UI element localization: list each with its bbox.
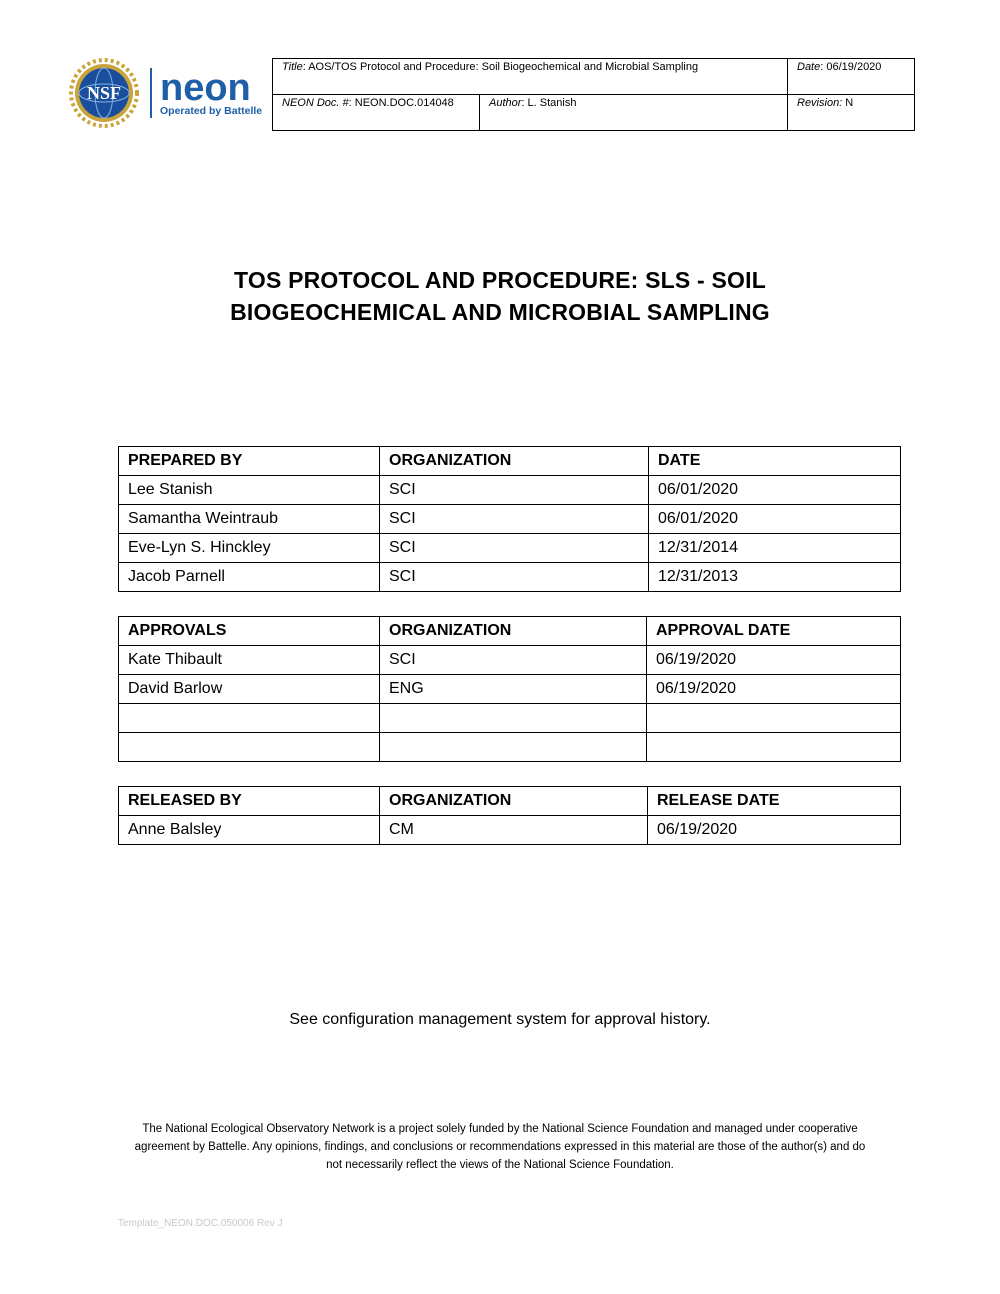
table-row: Jacob Parnell SCI 12/31/2013 [119, 563, 901, 592]
title-line-1: TOS PROTOCOL AND PROCEDURE: SLS - SOIL [234, 267, 766, 293]
template-id: Template_NEON.DOC.050006 Rev J [118, 1218, 283, 1229]
nsf-text: NSF [86, 83, 122, 103]
table-row: Kate Thibault SCI 06/19/2020 [119, 646, 901, 675]
table-row: David Barlow ENG 06/19/2020 [119, 675, 901, 704]
header-revision-cell: Revision: N [788, 95, 915, 131]
approval-history-note: See configuration management system for approval history. [289, 1011, 711, 1028]
table-row: Anne Balsley CM 06/19/2020 [119, 816, 901, 845]
nsf-seal-icon [68, 58, 272, 128]
operated-by-battelle: Operated by Battelle [160, 105, 263, 117]
table-row [119, 704, 901, 733]
title-line-2: BIOGEOCHEMICAL AND MICROBIAL SAMPLING [230, 299, 770, 325]
funding-disclaimer: The National Ecological Observatory Network is a project solely funded by the National Science Foundation and managed under cooperative agreement by Battelle. Any opinions, findings, and conclusions or recommendations expressed in this material are those of the author(s) and do not necessarily reflect the views of the National Science Foundation. [134, 1123, 866, 1171]
header-title-cell: Title: AOS/TOS Protocol and Procedure: Soil Biogeochemical and Microbial Sampling [273, 59, 788, 95]
table-row [119, 733, 901, 762]
approvals-table [118, 616, 901, 762]
table-row: Eve-Lyn S. Hinckley SCI 12/31/2014 [119, 534, 901, 563]
prepared-by-table [118, 446, 901, 592]
header-date-cell: Date: 06/19/2020 [788, 59, 915, 95]
document-title [100, 264, 900, 328]
neon-nsf-logo [68, 58, 272, 128]
header-doc-number-cell: NEON Doc. #: NEON.DOC.014048 [273, 95, 480, 131]
document-header-table [272, 58, 915, 131]
header-author-cell: Author: L. Stanish [480, 95, 788, 131]
table-header-row: RELEASED BY ORGANIZATION RELEASE DATE [119, 787, 901, 816]
table-row: Lee Stanish SCI 06/01/2020 [119, 476, 901, 505]
released-by-table [118, 786, 901, 845]
table-header-row: PREPARED BY ORGANIZATION DATE [119, 447, 901, 476]
table-row: Samantha Weintraub SCI 06/01/2020 [119, 505, 901, 534]
neon-wordmark: neon [160, 67, 251, 109]
table-header-row: APPROVALS ORGANIZATION APPROVAL DATE [119, 617, 901, 646]
